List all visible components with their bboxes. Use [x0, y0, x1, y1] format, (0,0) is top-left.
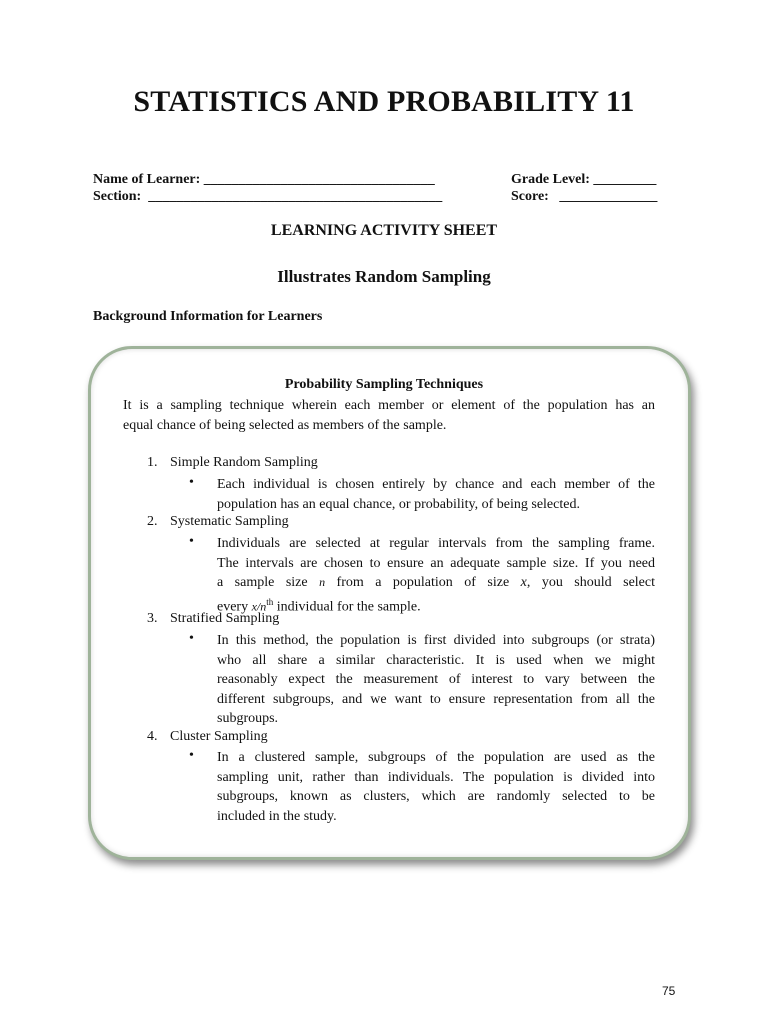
description-fragment: , you should select — [526, 575, 655, 590]
description-line: included in the study. — [217, 808, 337, 824]
description-line: subgroups. — [217, 711, 279, 726]
intro-line: equal chance of being selected as members of the sample. — [123, 417, 447, 433]
item-name-systematic: Systematic Sampling — [170, 514, 289, 529]
description-line — [217, 593, 655, 617]
main-title: STATISTICS AND PROBABILITY 11 — [133, 85, 635, 118]
description-line: sampling unit, rather than individuals. The population is divided into — [217, 769, 655, 785]
score-row — [511, 189, 657, 205]
section-row — [93, 189, 442, 205]
variable-n: n — [319, 575, 326, 589]
description-line: reasonably expect the measurement of interest to vary between the — [217, 672, 655, 687]
topic-title: Illustrates Random Sampling — [277, 267, 491, 286]
name-blank: _________________________________ — [203, 172, 435, 187]
description-line: different subgroups, and we want to ensure representation from all the — [217, 691, 655, 707]
description-line: Individuals are selected at regular intervals from the sampling frame. — [217, 536, 655, 551]
description-fragment: individual for the sample. — [273, 599, 421, 615]
description-line: In a clustered sample, subgroups of the population are used as the — [217, 750, 655, 765]
item-name-simple-random: Simple Random Sampling — [170, 455, 318, 470]
description-line: population has an equal chance, or probability, of being selected. — [217, 496, 580, 512]
grade-level-blank: _________ — [593, 172, 657, 187]
bullet-icon: • — [189, 534, 194, 549]
description-line: who all share a similar characteristic. It is used when we might — [217, 652, 655, 668]
bullet-icon: • — [189, 748, 194, 763]
fraction-x-over-n: x/n — [251, 599, 267, 614]
name-label: Name of Learner: — [93, 172, 201, 187]
description-fragment: every — [217, 599, 252, 615]
page-number: 75 — [662, 984, 676, 998]
learner-name-row — [93, 172, 435, 188]
superscript-th: th — [266, 596, 274, 607]
item-description — [217, 748, 655, 826]
bullet-icon: • — [189, 631, 194, 646]
intro-line: It is a sampling technique wherein each member or element of the population has an — [123, 398, 655, 413]
section-blank: __________________________________________ — [148, 189, 443, 204]
description-line: subgroups, known as clusters, which are randomly selected to be — [217, 789, 655, 804]
item-number: 2. — [147, 514, 158, 529]
grade-level-label: Grade Level: — [511, 172, 590, 187]
description-fragment: from a population of size — [325, 575, 521, 590]
description-line: The intervals are chosen to ensure an adequate sample size. If you need — [217, 555, 655, 571]
score-label: Score: — [511, 189, 549, 204]
background-heading: Background Information for Learners — [93, 309, 323, 324]
variable-x: x — [520, 575, 527, 590]
grade-level-row — [511, 172, 656, 188]
section-label: Section: — [93, 189, 142, 204]
box-title: Probability Sampling Techniques — [284, 377, 484, 392]
description-line: In this method, the population is first divided into subgroups (or strata) — [217, 633, 655, 648]
intro-paragraph — [123, 396, 655, 435]
item-number: 3. — [147, 611, 158, 626]
sheet-title: LEARNING ACTIVITY SHEET — [270, 222, 498, 239]
item-number: 4. — [147, 729, 158, 744]
description-line — [217, 573, 655, 593]
item-description — [217, 475, 655, 514]
bullet-icon: • — [189, 475, 194, 490]
item-description — [217, 534, 655, 617]
item-number: 1. — [147, 455, 158, 470]
item-name-stratified: Stratified Sampling — [170, 611, 280, 626]
item-name-cluster: Cluster Sampling — [170, 729, 268, 744]
description-line: Each individual is chosen entirely by chance and each member of the — [217, 477, 655, 492]
description-fragment: a sample size — [217, 575, 320, 590]
item-description — [217, 631, 655, 729]
score-blank: ______________ — [559, 189, 658, 204]
